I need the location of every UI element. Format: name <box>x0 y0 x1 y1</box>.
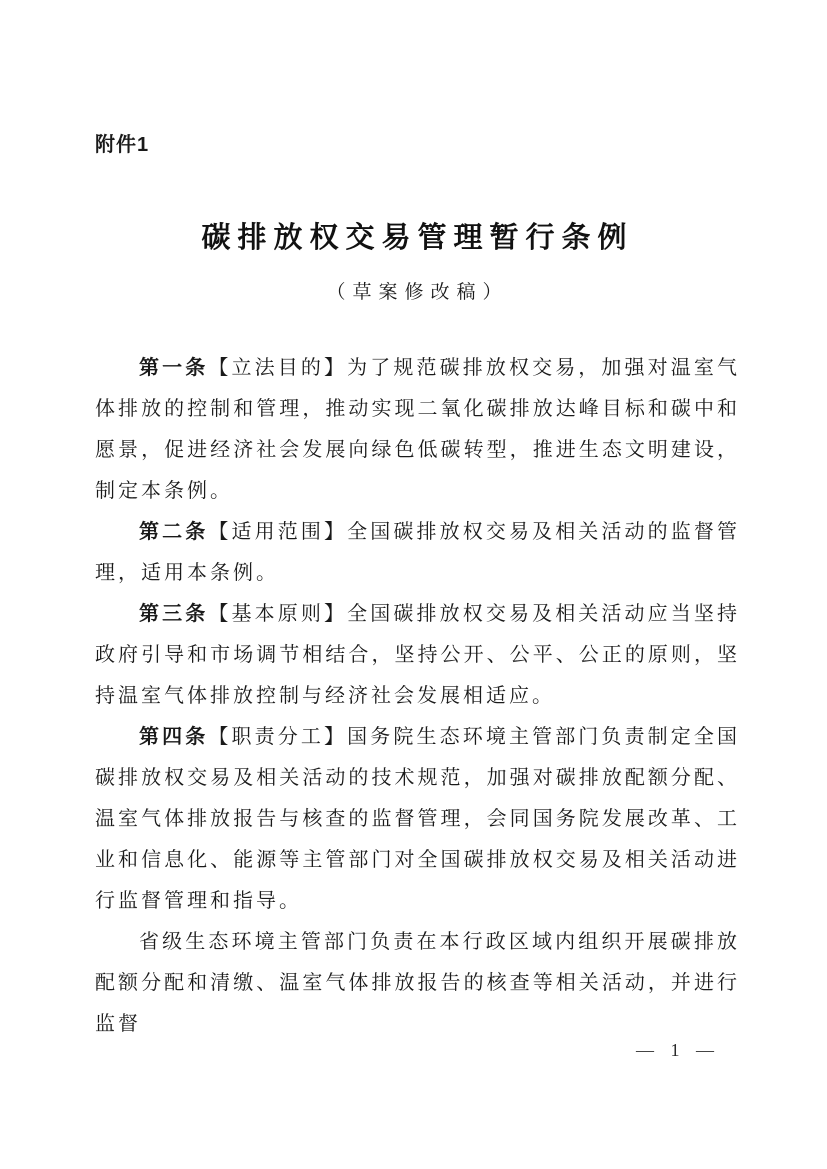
paragraph <box>95 594 740 717</box>
article-heading: 【基本原则】 <box>208 603 348 625</box>
article-number: 第三条 <box>139 603 209 625</box>
paragraph-text: 省级生态环境主管部门负责在本行政区域内组织开展碳排放配额分配和清缴、温室气体排放报告的核查等相关活动，并进行监督 <box>95 931 740 1035</box>
paragraph <box>95 512 740 594</box>
paragraph <box>95 717 740 922</box>
paragraph-text: 为了规范碳排放权交易，加强对温室气体排放的控制和管理，推动实现二氧化碳排放达峰目标和碳中和愿景，促进经济社会发展向绿色低碳转型，推进生态文明建设，制定本条例。 <box>95 357 741 502</box>
document-title: 碳排放权交易管理暂行条例 <box>201 222 634 254</box>
page-number: — 1 — <box>636 1040 720 1060</box>
document-subtitle: （草案修改稿） <box>326 282 509 303</box>
attachment-label: 附件1 <box>95 134 150 156</box>
article-number: 第四条 <box>139 726 209 748</box>
article-heading: 【立法目的】 <box>208 357 348 379</box>
article-heading: 【职责分工】 <box>208 726 348 748</box>
article-number: 第一条 <box>139 357 209 379</box>
paragraph-text: 全国碳排放权交易及相关活动的监督管理，适用本条例。 <box>95 521 741 584</box>
document-body <box>95 348 740 1045</box>
paragraph-text: 全国碳排放权交易及相关活动应当坚持政府引导和市场调节相结合，坚持公开、公平、公正的原则，坚持温室气体排放控制与经济社会发展相适应。 <box>95 603 741 707</box>
paragraph-text: 国务院生态环境主管部门负责制定全国碳排放权交易及相关活动的技术规范，加强对碳排放配额分配、温室气体排放报告与核查的监督管理，会同国务院发展改革、工业和信息化、能源等主管部门对全国碳排放权交易及相关活动进行监督管理和指导。 <box>95 726 741 912</box>
paragraph <box>95 348 740 512</box>
article-heading: 【适用范围】 <box>208 521 348 543</box>
paragraph <box>95 922 740 1045</box>
article-number: 第二条 <box>139 521 209 543</box>
